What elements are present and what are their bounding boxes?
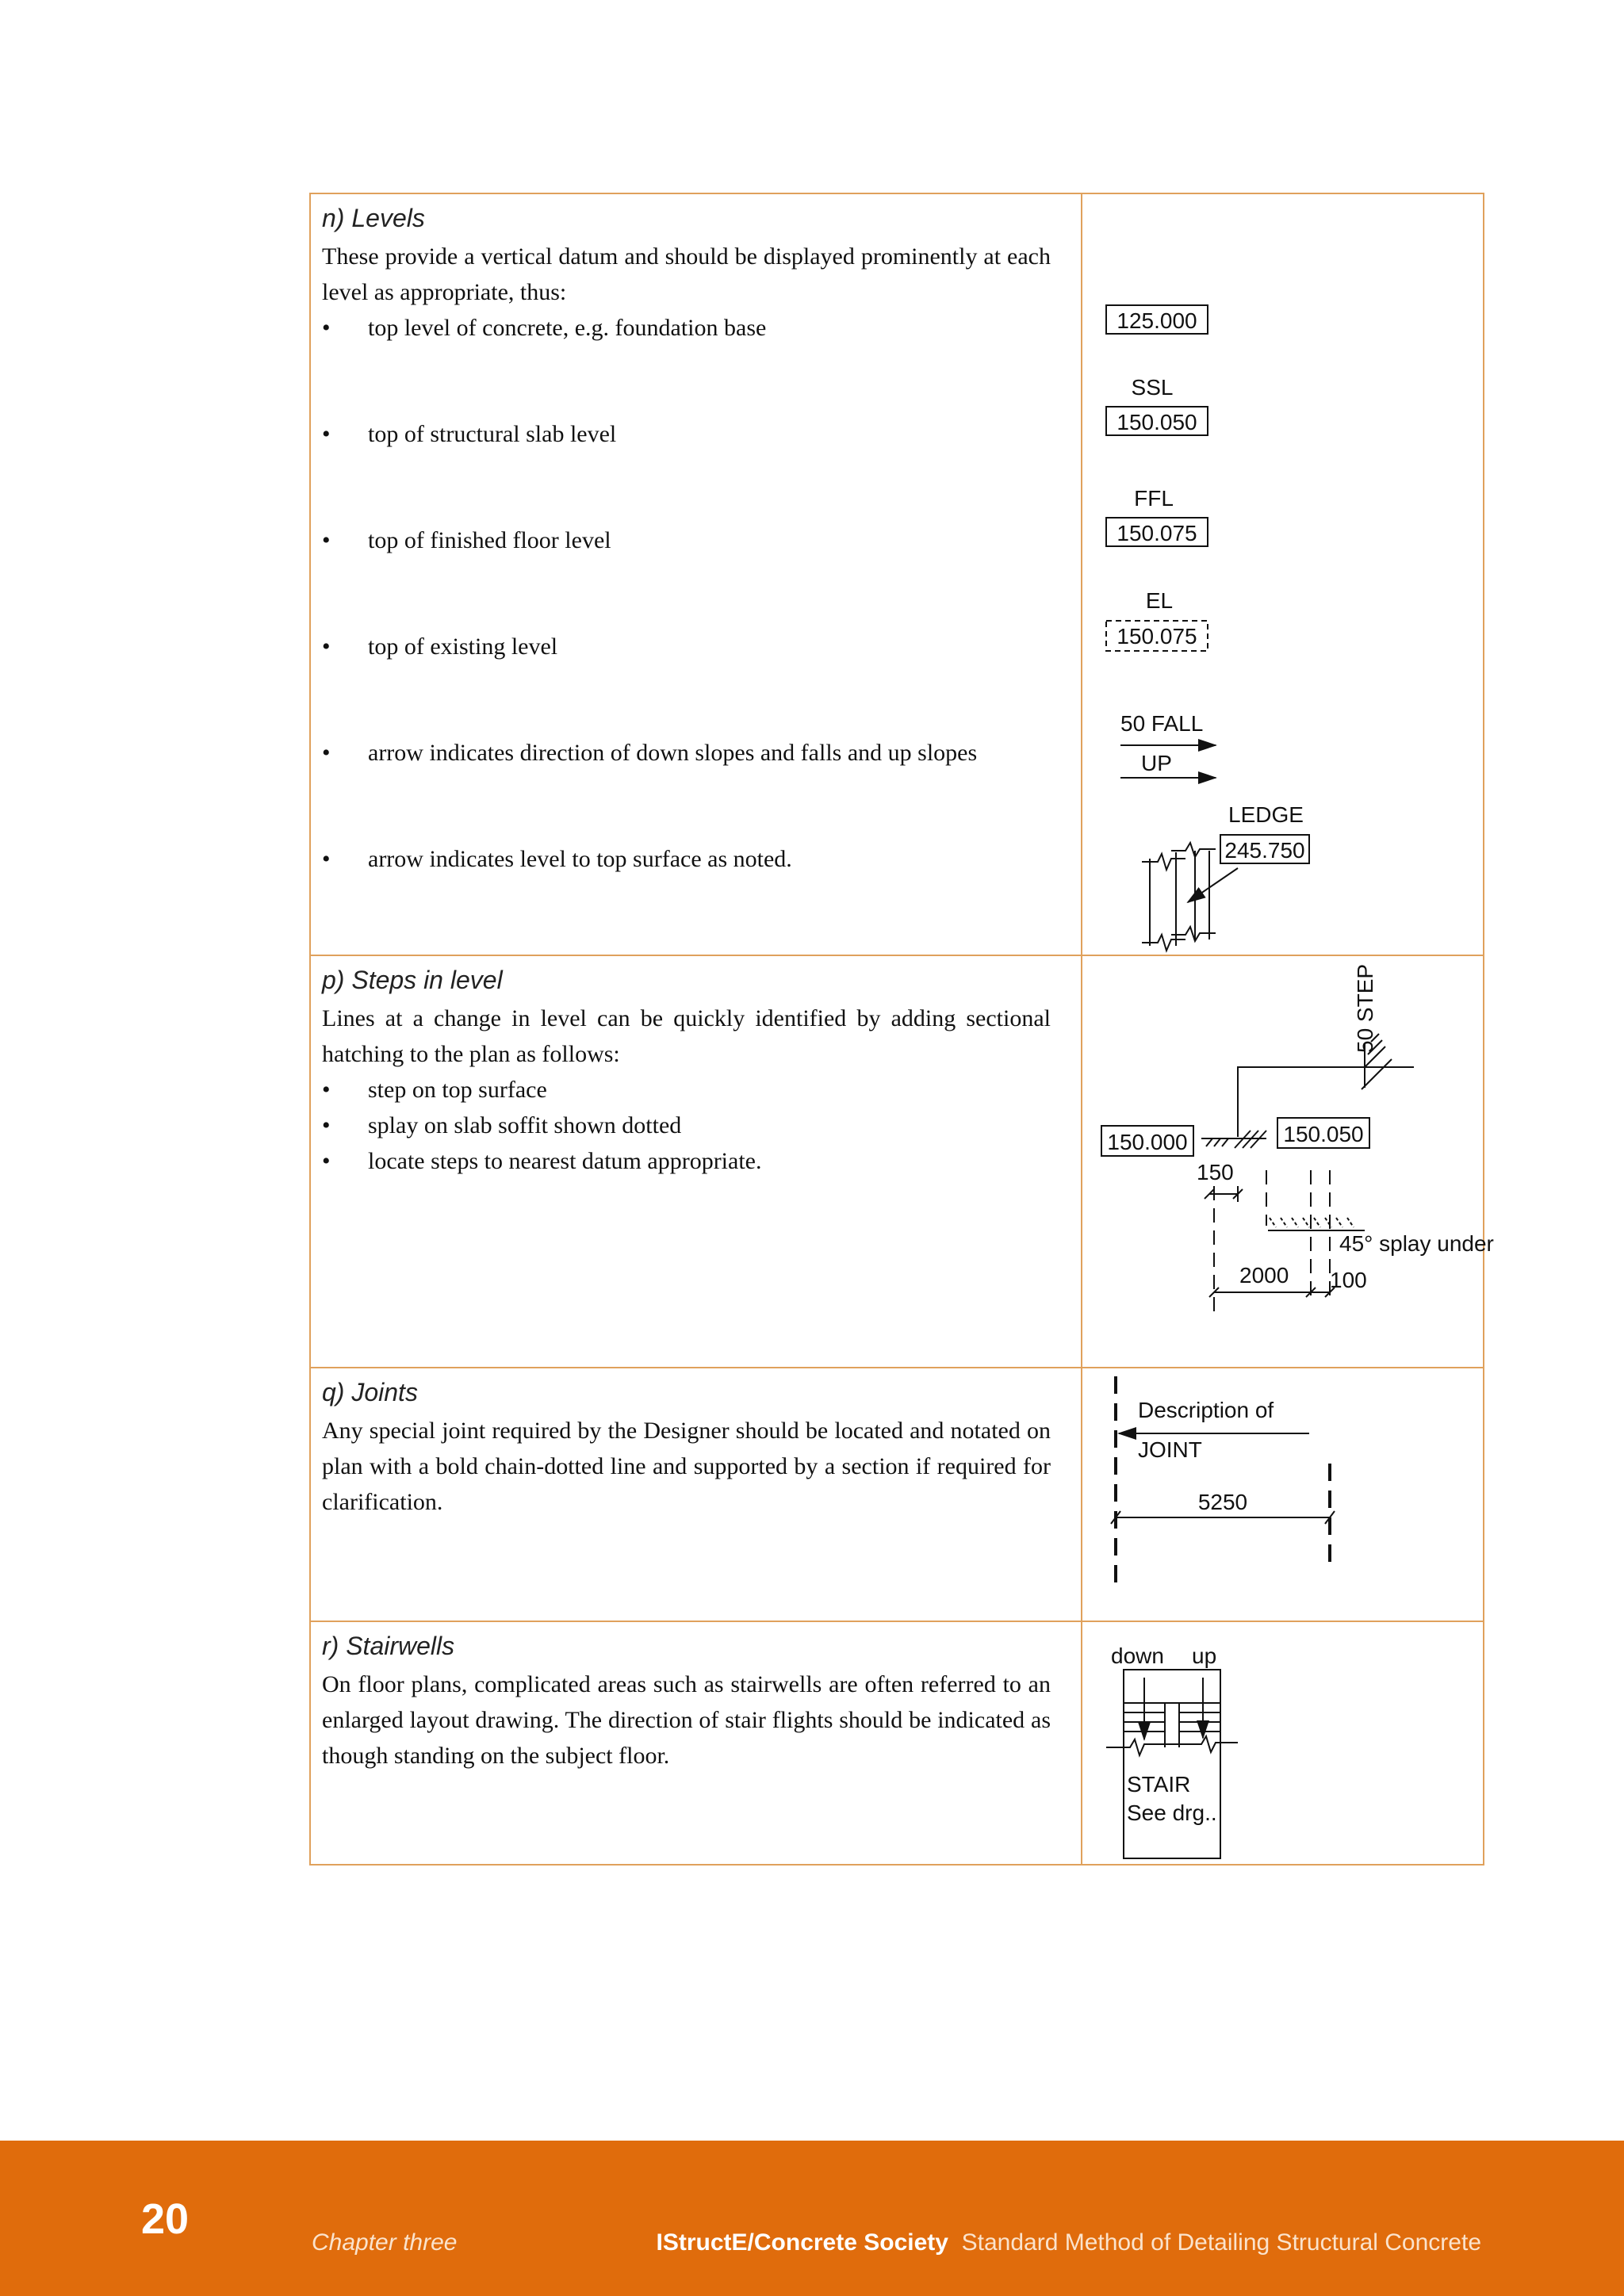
levels-text-cell <box>310 193 1082 955</box>
book-title: Standard Method of Detailing Structural Concrete <box>961 2229 1481 2256</box>
section-title-stairwells: r) Stairwells <box>322 1632 455 1660</box>
levels-bullet-list <box>322 310 1051 877</box>
ledge-label: LEDGE <box>1228 802 1304 827</box>
step-hatching <box>1201 1131 1266 1148</box>
detailing-table <box>309 193 1494 1866</box>
levels-figure <box>1082 194 1526 955</box>
levels-bullet: • arrow indicates level to top surface as noted. <box>322 841 1051 877</box>
steps-bullet: • locate steps to nearest datum appropriate. <box>322 1143 1051 1179</box>
levels-bullet: • arrow indicates direction of down slopes and falls and up slopes <box>322 735 1051 771</box>
stairwell-figure <box>1082 1622 1526 1866</box>
splay-hatching <box>1268 1218 1365 1230</box>
level-value-ssl: 150.050 <box>1116 410 1197 434</box>
steps-bullet: • step on top surface <box>322 1072 1051 1108</box>
joint-dim-label: 5250 <box>1197 1490 1248 1514</box>
stairwells-intro: On floor plans, complicated areas such as stairwells are often referred to an enlarged layout drawing. The direction of stair flights should be indicated as though standing on the subject floor. <box>322 1671 1051 1769</box>
stairwell-drawing <box>1106 1670 1238 1858</box>
level-label-ffl: FFL <box>1134 486 1174 511</box>
steps-bullet-list <box>322 1072 1051 1179</box>
levels-intro: These provide a vertical datum and should be displayed prominently at each level as appropriate, thus: <box>322 243 1051 305</box>
section-title-steps: p) Steps in level <box>322 966 503 994</box>
fall-label: 50 FALL <box>1120 711 1204 736</box>
joints-figure <box>1082 1368 1526 1622</box>
joint-label: JOINT <box>1138 1437 1202 1462</box>
steps-figure <box>1082 956 1526 1368</box>
stair-see-drawing: See drg.. <box>1127 1800 1217 1825</box>
ledge-section-drawing <box>1142 843 1216 951</box>
stair-down-label: down <box>1111 1644 1164 1668</box>
steps-bullet: • splay on slab soffit shown dotted <box>322 1108 1051 1143</box>
step-label: 50 STEP <box>1353 963 1377 1053</box>
stair-title: STAIR <box>1127 1772 1191 1797</box>
dim-2000-label: 2000 <box>1239 1263 1289 1288</box>
level-value-ffl: 150.075 <box>1116 521 1197 545</box>
joints-text-cell <box>310 1368 1082 1621</box>
levels-bullet: • top level of concrete, e.g. foundation base <box>322 310 1051 346</box>
dim-100-label: 100 <box>1330 1268 1367 1292</box>
steps-intro: Lines at a change in level can be quickly identified by adding sectional hatching to the plan as follows: <box>322 1005 1051 1067</box>
section-title-joints: q) Joints <box>322 1378 418 1406</box>
publisher-name: IStructE/Concrete Society <box>656 2229 948 2256</box>
left-level-value: 150.000 <box>1107 1130 1188 1154</box>
chapter-label: Chapter three <box>312 2229 458 2256</box>
publication-title <box>657 2229 1481 2256</box>
stairwells-text-cell <box>310 1621 1082 1865</box>
right-level-value: 150.050 <box>1283 1122 1364 1146</box>
steps-text-cell <box>310 955 1082 1368</box>
joints-figure-cell <box>1082 1368 1484 1621</box>
dim-150-line <box>1205 1186 1243 1202</box>
joints-intro: Any special joint required by the Designer should be located and notated on plan with a bold chain-dotted line and supported by a section if required for clarification. <box>322 1418 1051 1515</box>
level-label-ssl: SSL <box>1131 375 1174 400</box>
page-number: 20 <box>141 2195 190 2243</box>
levels-bullet: • top of structural slab level <box>322 416 1051 452</box>
level-value-el: 150.075 <box>1116 624 1197 649</box>
up-label: UP <box>1141 751 1172 775</box>
splay-label: 45° splay under <box>1339 1231 1494 1256</box>
steps-figure-cell <box>1082 955 1494 1368</box>
section-title-levels: n) Levels <box>322 204 425 232</box>
dim-150-label: 150 <box>1197 1160 1234 1184</box>
levels-bullet: • top of finished floor level <box>322 522 1051 558</box>
stair-up-label: up <box>1192 1644 1217 1668</box>
ledge-value: 245.750 <box>1224 838 1305 863</box>
level-label-el: EL <box>1145 588 1174 613</box>
stairwells-figure-cell <box>1082 1621 1484 1865</box>
levels-figure-cell <box>1082 193 1484 955</box>
page-footer <box>0 2141 1624 2296</box>
joint-description-label: Description of <box>1138 1398 1274 1422</box>
dim-2000-line <box>1209 1288 1335 1297</box>
levels-bullet: • top of existing level <box>322 629 1051 664</box>
level-value-base: 125.000 <box>1116 308 1197 333</box>
